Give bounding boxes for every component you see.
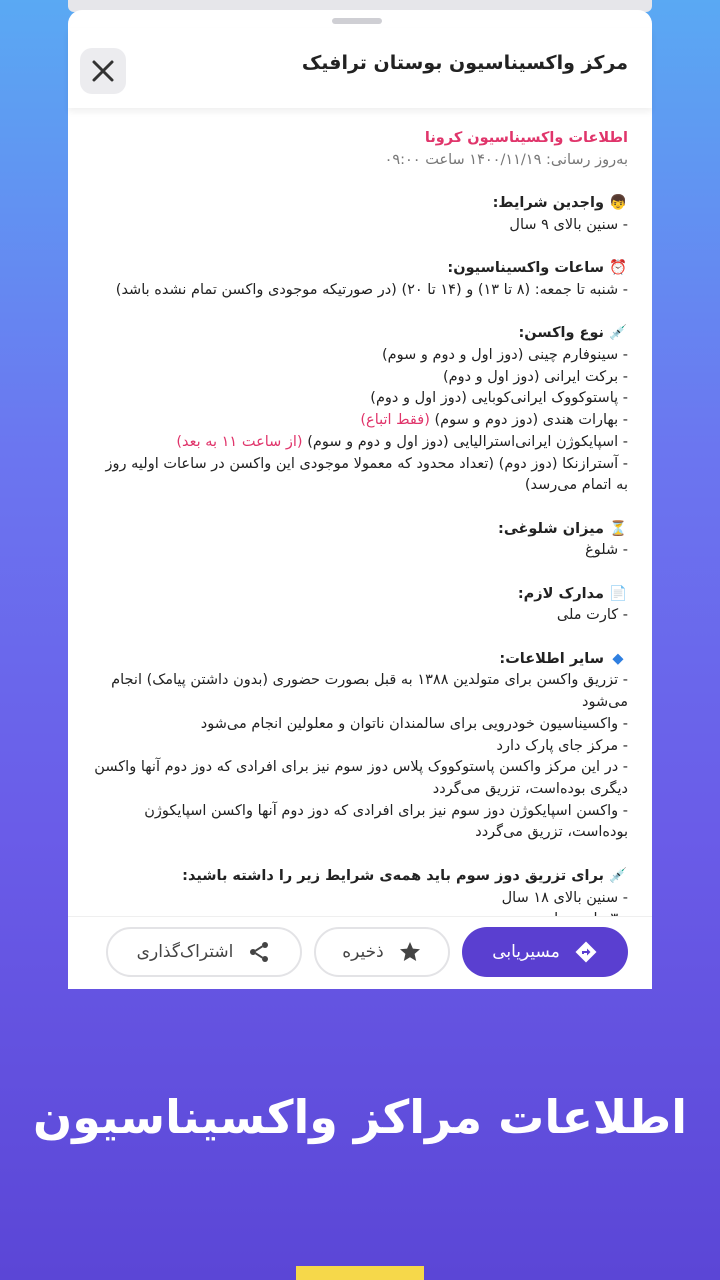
other-line: - واکسن اسپایکوژن دوز سوم نیز برای افرادی که دوز دوم آنها واکسن اسپایکوژن بوده‌است، تزریق می‌گردد [144, 802, 628, 841]
save-button[interactable] [314, 927, 450, 977]
star-icon [398, 940, 422, 964]
docs-title: 📄مدارک لازم: [92, 584, 628, 606]
action-bar [68, 916, 652, 989]
promo-caption: اطلاعات مراکز واکسیناسیون [32, 1090, 688, 1144]
hours-line: - شنبه تا جمعه: (۸ تا ۱۳) و (۱۴ تا ۲۰) (در صورتیکه موجودی واکسن تمام نشده باشد) [115, 281, 628, 298]
directions-icon [574, 940, 598, 964]
vaccine-line-spikogen: - اسپایکوژن ایرانی‌استرالیایی (دوز اول و دوم و سوم) (از ساعت ۱۱ به بعد) [176, 433, 628, 450]
crowd-title: ⏳میزان شلوغی: [92, 519, 628, 541]
third-dose-title: 💉برای تزریق دوز سوم باید همه‌ی شرایط زیر را داشته باشید: [92, 866, 628, 888]
bottom-accent-bar [296, 1266, 424, 1280]
sheet-header [68, 28, 652, 108]
info-content[interactable] [68, 120, 652, 916]
share-label: اشتراک‌گذاری [136, 942, 234, 962]
share-icon [247, 940, 271, 964]
hourglass-icon: ⏳ [608, 520, 628, 537]
route-label: مسیریابی [492, 942, 560, 962]
eligibility-line: - سنین بالای ۹ سال [509, 216, 628, 233]
update-time: به‌روز رسانی: ۱۴۰۰/۱۱/۱۹ ساعت ۰۹:۰۰ [384, 151, 628, 168]
vaccine-line-bharat: - بهارات هندی (دوز دوم و سوم) (فقط اتباع) [360, 412, 628, 429]
other-line: - واکسیناسیون خودرویی برای سالمندان ناتوان و معلولین انجام می‌شود [200, 715, 628, 732]
other-line: - مرکز جای پارک دارد [496, 737, 628, 754]
save-label: ذخیره [342, 942, 384, 962]
syringe-icon: 💉 [608, 325, 628, 342]
close-icon [90, 58, 116, 84]
close-button[interactable] [80, 48, 126, 94]
vaccine-type-title: 💉نوع واکسن: [92, 323, 628, 345]
third-dose-line: - سنین بالای ۱۸ سال [501, 889, 628, 906]
bottom-sheet [68, 10, 652, 988]
vaccine-line-astrazeneca: - آسترازنکا (دوز دوم) (تعداد محدود که معمولا موجودی این واکسن در ساعات اولیه روز به اتمام می‌رسد) [105, 455, 628, 494]
vaccine-line: - پاستوکووک ایرانی‌کوبایی (دوز اول و دوم) [370, 390, 628, 407]
center-title: مرکز واکسیناسیون بوستان ترافیک [301, 52, 628, 74]
diamond-icon: ◆ [612, 650, 624, 667]
syringe-icon: 💉 [608, 867, 628, 884]
alarm-clock-icon: ⏰ [608, 260, 628, 277]
vaccine-line: - برکت ایرانی (دوز اول و دوم) [442, 368, 628, 385]
eligibility-title: 👦واجدین شرایط: [92, 193, 628, 215]
hours-title: ⏰ساعات واکسیناسیون: [92, 258, 628, 280]
person-icon: 👦 [608, 195, 628, 212]
other-line: - تزریق واکسن برای متولدین ۱۳۸۸ به قبل بصورت حضوری (بدون داشتن پیامک) انجام می‌شود [111, 672, 628, 711]
crowd-line: - شلوغ [585, 542, 628, 559]
share-button[interactable] [106, 927, 302, 977]
docs-line: - کارت ملی [556, 607, 628, 624]
info-title: اطلاعات واکسیناسیون کرونا [424, 130, 628, 146]
other-line: - در این مرکز واکسن پاستوکووک پلاس دوز سوم نیز برای افرادی که دوز دوم آنها واکسن دیگری بوده‌است، تزریق می‌گردد [94, 759, 628, 797]
other-title: ◆سایر اطلاعات: [92, 649, 628, 671]
drag-handle[interactable] [332, 18, 382, 24]
document-icon: 📄 [608, 585, 628, 602]
route-button[interactable] [462, 927, 628, 977]
vaccine-line: - سینوفارم چینی (دوز اول و دوم و سوم) [381, 346, 628, 363]
